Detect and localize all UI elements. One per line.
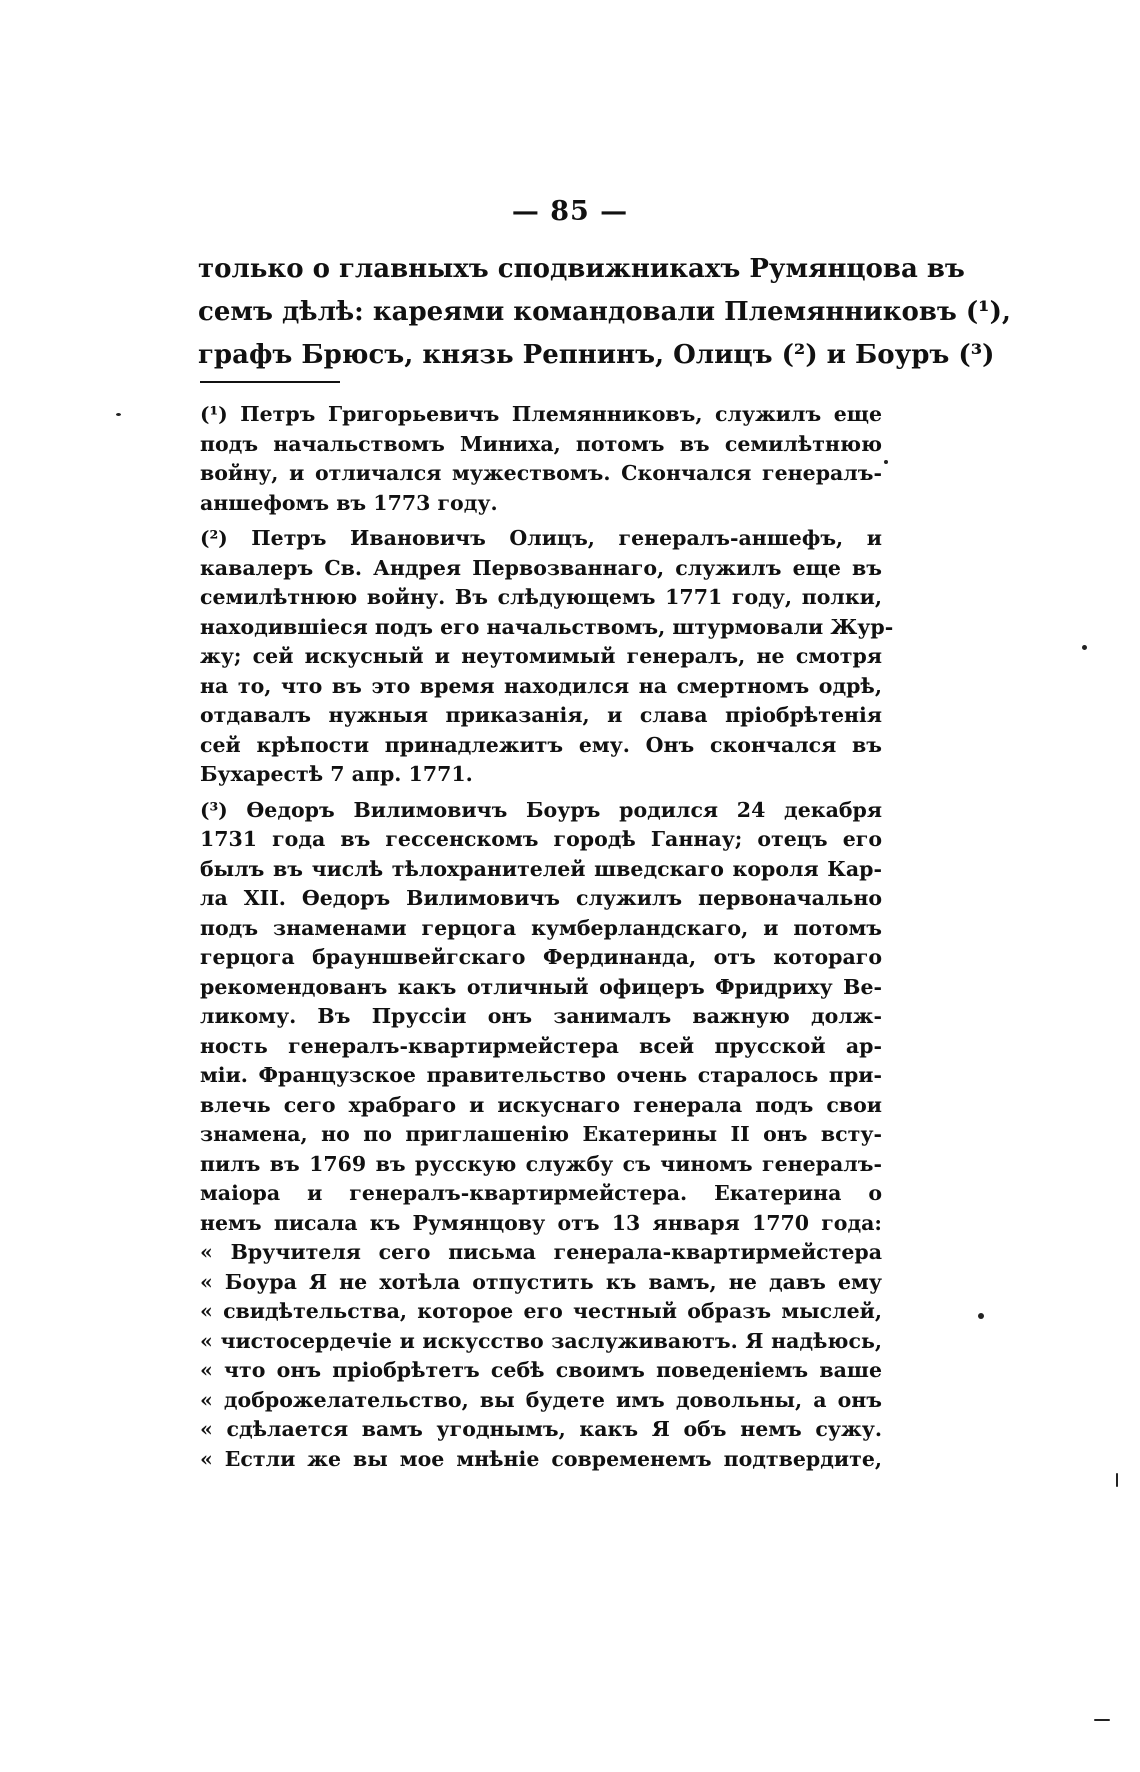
- footnote-line: ность генералъ-квартирмейстера всей прусской ар-: [200, 1033, 882, 1058]
- footnote-line: семилѣтнюю войну. Въ слѣдующемъ 1771 году, полки,: [200, 585, 882, 609]
- footnote-line: рекомендованъ какъ отличный офицеръ Фридриху Ве-: [200, 974, 882, 999]
- footnote-line: [200, 400, 882, 430]
- scan-speck: [978, 1313, 984, 1319]
- footnote-line: отдавалъ нужныя приказанія, и слава пріобрѣтенія: [200, 703, 882, 727]
- footnote-text: Ѳедоръ Вилимовичъ Боуръ родился 24 декабря: [246, 797, 882, 822]
- footnote-line: подъ знаменами герцога кумберландскаго, и потомъ: [200, 915, 882, 940]
- footnote-line: Бухарестѣ 7 апр. 1771.: [200, 762, 473, 786]
- main-text-line: семъ дѣлѣ: кареями командовали Племянниковъ (¹),: [198, 297, 1011, 327]
- footnote-line: герцога брауншвейгскаго Фердинанда, отъ котораго: [200, 945, 882, 969]
- footnote-line: находившіеся подъ его начальствомъ, штурмовали Жур-: [200, 614, 894, 639]
- main-text-line: графъ Брюсъ, князь Репнинъ, Олицъ (²) и Боуръ (³): [198, 340, 995, 370]
- footnote-line: кавалеръ Св. Андрея Первозваннаго, служилъ еще въ: [200, 555, 882, 580]
- scan-speck: [1116, 1473, 1118, 1487]
- footnote-line: знамена, но по приглашенію Екатерины II онъ всту-: [200, 1122, 882, 1146]
- footnote-marker: (²): [200, 526, 228, 550]
- scan-speck: [1094, 1719, 1110, 1721]
- footnote-text: Петръ Ивановичъ Олицъ, генералъ-аншефъ, и: [251, 526, 882, 550]
- footnote-line: жу; сей искусный и неутомимый генералъ, не смотря: [200, 644, 882, 668]
- page-number: — 85 —: [511, 196, 629, 227]
- scan-speck: [1082, 645, 1087, 650]
- footnote-line: [200, 796, 882, 826]
- footnotes: [200, 400, 894, 1480]
- footnote-line: « свидѣтельства, которое его честный образъ мыслей,: [200, 1299, 882, 1323]
- footnote-line: пилъ въ 1769 въ русскую службу съ чиномъ генералъ-: [200, 1151, 882, 1176]
- scan-speck: [116, 413, 121, 416]
- main-text-line: только о главныхъ сподвижникахъ Румянцова въ: [198, 254, 965, 284]
- footnote-line: войну, и отличался мужествомъ. Скончался генералъ-: [200, 461, 882, 485]
- footnote-line: на то, что въ это время находился на смертномъ одрѣ,: [200, 673, 882, 698]
- footnote-marker: (³): [200, 797, 228, 822]
- footnote-line: подъ начальствомъ Миниха, потомъ въ семилѣтнюю: [200, 431, 882, 456]
- footnote-line: немъ писала къ Румянцову отъ 13 января 1770 года:: [200, 1210, 882, 1235]
- footnote-text: Петръ Григорьевичъ Племянниковъ, служилъ еще: [240, 402, 882, 426]
- footnote-divider: [200, 381, 340, 383]
- footnote-line: былъ въ числѣ тѣлохранителей шведскаго короля Кар-: [200, 856, 882, 881]
- footnote-line: ликому. Въ Пруссіи онъ занималъ важную долж-: [200, 1004, 882, 1028]
- footnote-line: « доброжелательство, вы будете имъ довольны, а онъ: [200, 1387, 882, 1412]
- footnote-line: 1731 года въ гессенскомъ городѣ Ганнау; отецъ его: [200, 827, 882, 851]
- footnote-line: « Естли же вы мое мнѣніе современемъ подтвердите,: [200, 1446, 882, 1471]
- main-text: [198, 248, 1011, 377]
- footnote-line: « Вручителя сего письма генерала-квартирмейстера: [200, 1240, 882, 1264]
- footnote-3: [200, 796, 882, 1475]
- footnote-line: [200, 524, 882, 554]
- footnote-line: міи. Французское правительство очень старалось при-: [200, 1063, 882, 1087]
- footnote-line: « Боура Я не хотѣла отпустить къ вамъ, не давъ ему: [200, 1269, 882, 1294]
- footnote-line: сей крѣпости принадлежитъ ему. Онъ скончался въ: [200, 732, 882, 757]
- footnote-line: ла XII. Ѳедоръ Вилимовичъ служилъ первоначально: [200, 886, 882, 910]
- footnote-1: [200, 400, 882, 518]
- footnote-marker: (¹): [200, 402, 228, 426]
- scan-speck: [884, 460, 888, 464]
- footnote-line: влечь сего храбраго и искуснаго генерала подъ свои: [200, 1092, 882, 1117]
- footnote-line: маіора и генералъ-квартирмейстера. Екатерина о: [200, 1181, 882, 1205]
- footnote-line: « чистосердечіе и искусство заслуживаютъ. Я надѣюсь,: [200, 1328, 882, 1353]
- footnote-line: аншефомъ въ 1773 году.: [200, 490, 498, 515]
- footnote-line: « что онъ пріобрѣтетъ себѣ своимъ поведеніемъ ваше: [200, 1358, 882, 1382]
- footnote-2: [200, 524, 894, 790]
- footnote-line: « сдѣлается вамъ угоднымъ, какъ Я объ немъ сужу.: [200, 1417, 882, 1441]
